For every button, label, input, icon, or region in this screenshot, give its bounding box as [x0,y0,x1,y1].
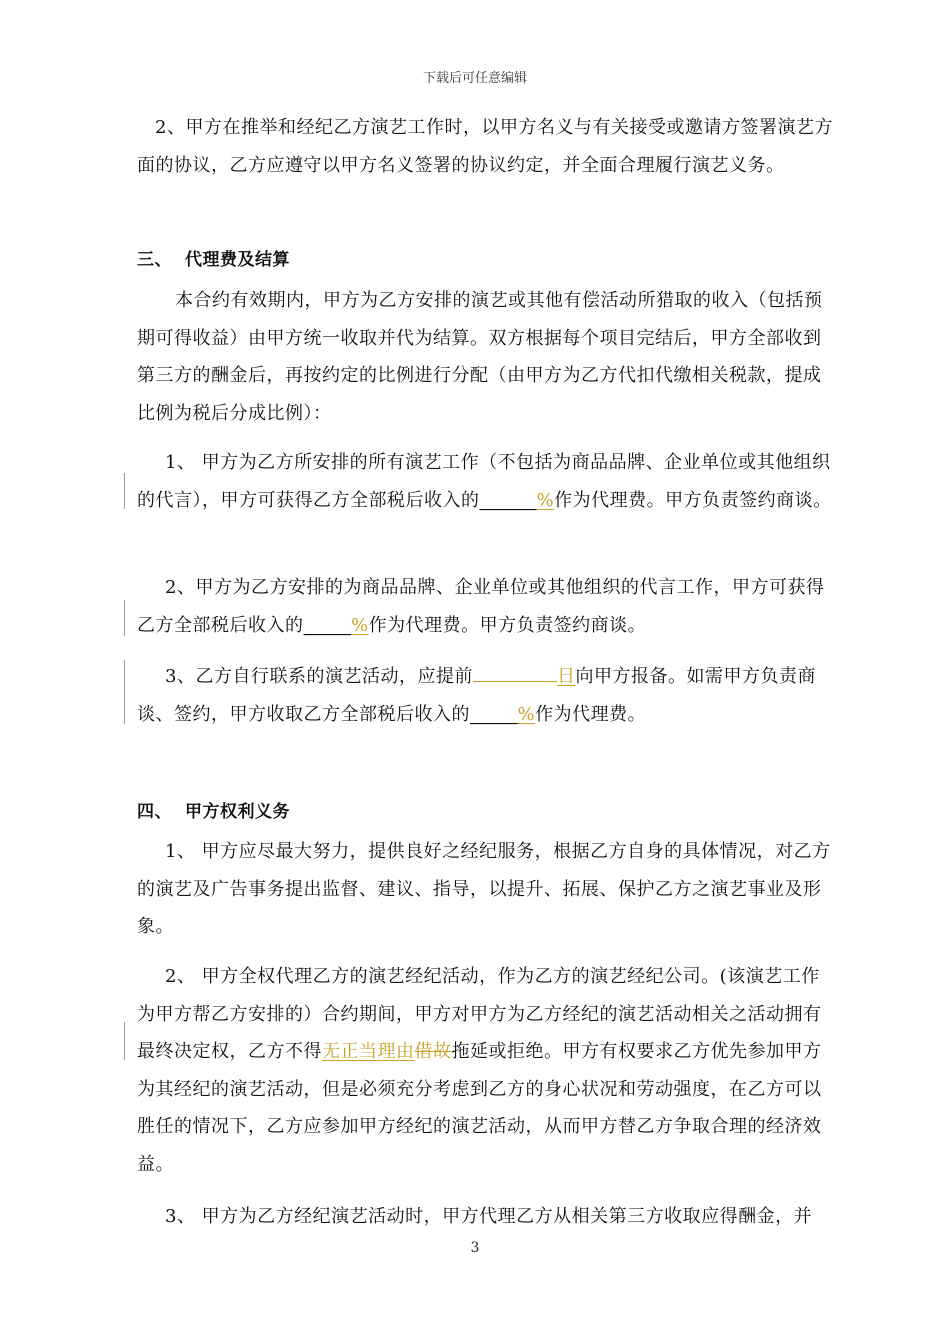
section-4-item-2 [137,958,837,1183]
page-header: 下载后可任意编辑 [422,71,527,86]
item-text: 3、乙方自行联系的演艺活动，应提前 [165,666,473,687]
fill-blank[interactable]: ______ [479,489,537,511]
item-text: 1、 甲方为乙方所安排的所有演艺工作（不包括为商品品牌、企业单位或其他组织的代言），甲方可获得乙方全部税后收入的 [137,452,831,511]
percent-sign: % [517,703,536,725]
fill-blank[interactable]: _____ [303,614,351,636]
day-unit: 日 [556,666,576,687]
section-3-intro: 本合约有效期内，甲方为乙方安排的演艺或其他有偿活动所猎取的收入（包括预期可得收益）由甲方统一收取并代为结算。双方根据每个项目完结后，甲方全部收到第三方的酬金后，再按约定的比例进行分配（由甲方为乙方代扣代缴相关税款，提成比例为税后分成比例）： [137,290,823,424]
section-title: 代理费及结算 [185,250,290,270]
item-text: 2、甲方为乙方安排的为商品品牌、企业单位或其他组织的代言工作，甲方可获得乙方全部税后收入的 [137,577,825,636]
section-3-item-1 [137,444,837,519]
item-text: 作为代理费。 [535,703,647,725]
section-4-item-3: 3、 甲方为乙方经纪演艺活动时，甲方代理乙方从相关第三方收取应得酬金，并 [165,1206,813,1227]
fill-blank[interactable]: _____ [470,703,518,725]
section-3-item-2 [137,569,837,644]
item-text: 向甲方报备。如需甲方负责商谈、签约，甲方收取乙方全部税后收入的 [137,666,816,725]
paragraph-clause-2: 2、甲方在推举和经纪乙方演艺工作时，以甲方名义与有关接受或邀请方签署演艺方面的协议，乙方应遵守以甲方名义签署的协议约定，并全面合理履行演艺义务。 [137,117,833,176]
revision-bar [124,473,125,509]
revision-bar [124,600,125,636]
item-text: 拖延或拒绝。甲方有权要求乙方优先参加甲方为其经纪的演艺活动，但是必须充分考虑到乙方的身心状况和劳动强度，在乙方可以胜任的情况下，乙方应参加甲方经纪的演艺活动，从而甲方替乙方争取合理的经济效益。 [137,1041,822,1175]
deleted-text: 借故 [414,1041,452,1062]
percent-sign: % [351,614,369,636]
item-text: 作为代理费。甲方负责签约商谈。 [368,614,647,636]
item-text: 2、 甲方全权代理乙方的演艺经纪活动，作为乙方的演艺经纪公司。(该演艺工作为甲方帮乙方安排的）合约期间，甲方对甲方为乙方经纪的演艺活动相关之活动拥有最终决定权，乙方不得 [137,966,822,1062]
section-heading-3 [137,245,290,270]
section-heading-4 [137,797,290,822]
percent-sign: % [536,489,555,511]
section-4-item-1: 1、 甲方应尽最大努力，提供良好之经纪服务，根据乙方自身的具体情况，对乙方的演艺及广告事务提出监督、建议、指导，以提升、拓展、保护乙方之演艺事业及形象。 [137,841,831,937]
revision-bar [124,660,125,724]
section-number: 四、 [137,802,172,822]
section-title: 甲方权利义务 [185,802,290,822]
inserted-text: 无正当理由 [322,1041,415,1062]
revision-bar [124,1022,125,1060]
section-3-item-3 [137,658,837,733]
fill-blank-days[interactable] [473,661,557,682]
item-text: 作为代理费。甲方负责签约商谈。 [554,489,832,511]
page-number: 3 [470,1240,480,1256]
section-number: 三、 [137,250,172,270]
